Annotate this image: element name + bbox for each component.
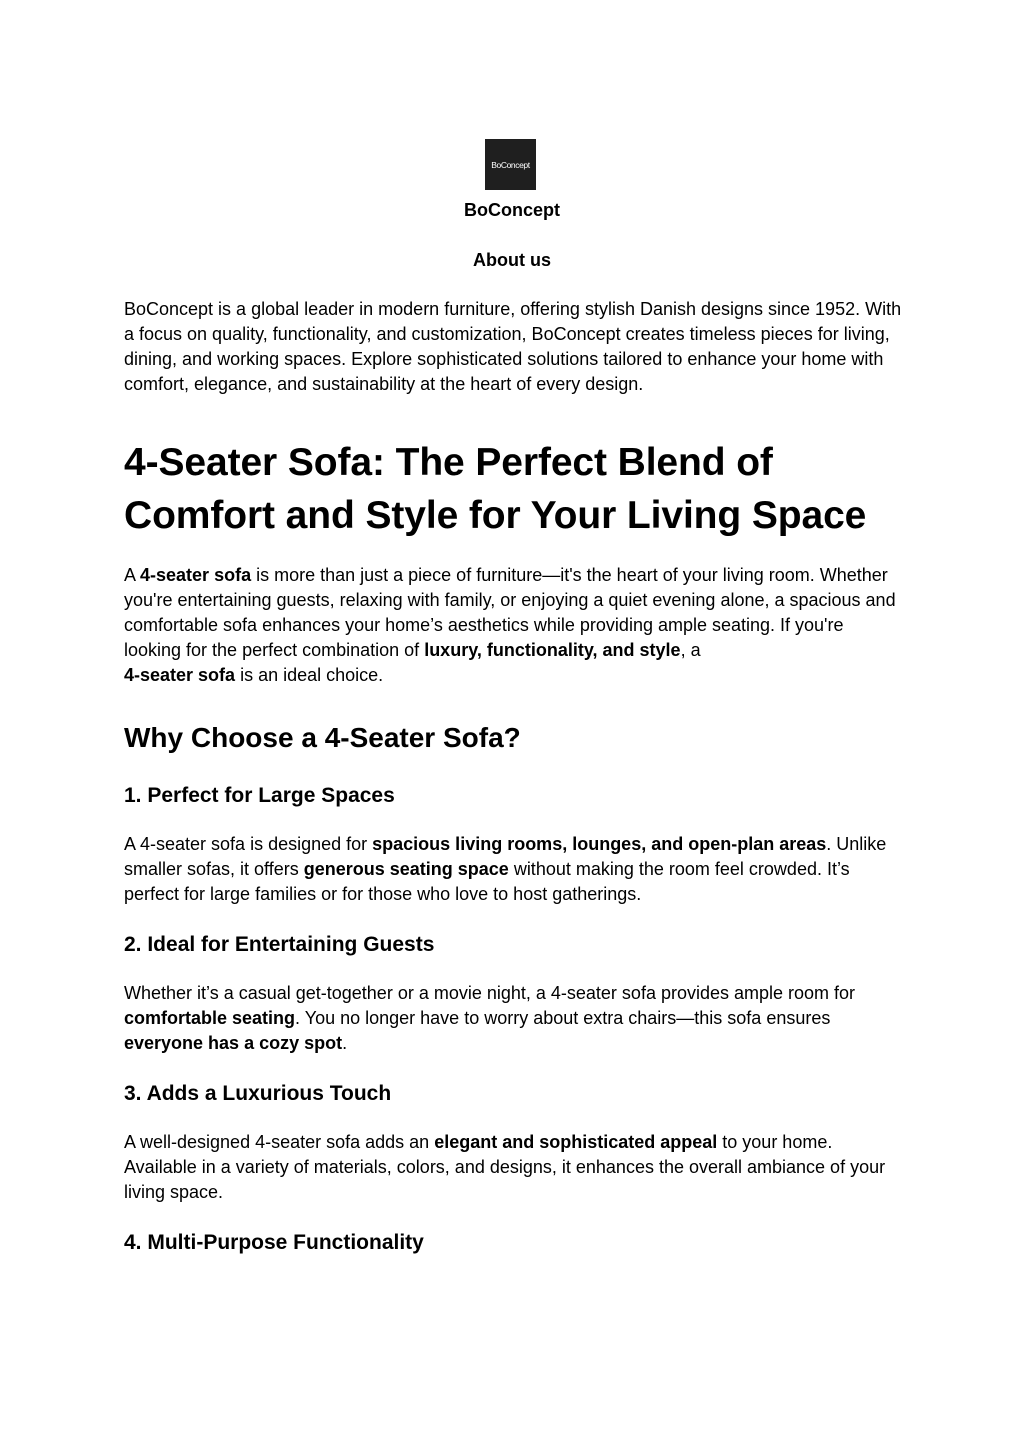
section-1-text-2: . Unlike smaller sofas, it offers [124, 834, 887, 879]
section-1-heading: 1. Perfect for Large Spaces [124, 784, 395, 807]
intro-text-4: is an ideal choice. [235, 665, 384, 685]
brand-logo [485, 139, 536, 190]
section-2-text-1: Whether it’s a casual get-together or a movie night, a 4-seater sofa provides ample room for [124, 983, 856, 1003]
article-title-line-1: 4-Seater Sofa: The Perfect Blend of [124, 441, 773, 484]
section-4-heading-block [124, 1230, 904, 1256]
about-text: BoConcept is a global leader in modern furniture, offering stylish Danish designs since 1952. With a focus on quality, functionality, and customization, BoConcept creates timeless pieces for living, dining, and working spaces. Explore sophisticated solutions tailored to enhance your home with comfort, elegance, and sustainability at the heart of every design. [124, 299, 902, 394]
section-3-paragraph [124, 1130, 904, 1205]
section-1-text-1: A 4-seater sofa is designed for [124, 834, 373, 854]
intro-paragraph [124, 563, 904, 688]
section-4-heading: 4. Multi-Purpose Functionality [124, 1231, 424, 1254]
section-3-bold-1: elegant and sophisticated appeal [434, 1132, 718, 1152]
section-3-body [124, 1130, 904, 1205]
section-1-heading-block [124, 783, 904, 809]
section-2-bold-2: everyone has a cozy spot [124, 1033, 343, 1053]
brand-logo-text: BoConcept [491, 159, 530, 170]
brand-name: BoConcept [464, 200, 560, 220]
section-2-bold-1: comfortable seating [124, 1008, 296, 1028]
intro-text-1: A [124, 565, 141, 585]
section-3-text-2: to your home. Available in a variety of materials, colors, and designs, it enhances the overall ambiance of your living space. [124, 1132, 886, 1202]
intro-text-2: is more than just a piece of furniture—it's the heart of your living room. Whether you're entertaining guests, relaxing with family, or enjoying a quiet evening alone, a spacious and comfortable sofa enhances your home’s aesthetics while providing ample seating. If you're looking for the perfect combination of [124, 565, 896, 660]
section-2-text-2: . You no longer have to worry about extra chairs—this sofa ensures [295, 1008, 831, 1028]
why-section-heading-block [124, 721, 904, 755]
section-2-heading: 2. Ideal for Entertaining Guests [124, 933, 435, 956]
intro-text-3: , a [680, 640, 701, 660]
section-2-paragraph [124, 981, 904, 1056]
intro-bold-3: 4-seater sofa [124, 665, 236, 685]
article-title-block [124, 436, 924, 542]
article-title-line-2: Comfort and Style for Your Living Space [124, 494, 867, 537]
section-2-heading-block [124, 932, 904, 958]
section-3-text-1: A well-designed 4-seater sofa adds an [124, 1132, 435, 1152]
intro-bold-2: luxury, functionality, and style [424, 640, 681, 660]
section-2-text-3: . [342, 1033, 348, 1053]
section-3-heading-block [124, 1081, 904, 1107]
section-1-body [124, 832, 904, 907]
section-1-bold-2: generous seating space [303, 859, 509, 879]
about-section [124, 297, 904, 397]
section-1-paragraph [124, 832, 904, 907]
about-heading: About us [473, 250, 551, 270]
article-intro [124, 563, 904, 688]
section-1-text-3: without making the room feel crowded. It’s perfect for large families or for those who love to host gatherings. [124, 859, 850, 904]
why-heading: Why Choose a 4-Seater Sofa? [124, 722, 521, 753]
section-2-body [124, 981, 904, 1056]
section-1-bold-1: spacious living rooms, lounges, and open-plan areas [372, 834, 827, 854]
article-title [124, 436, 924, 542]
section-3-heading: 3. Adds a Luxurious Touch [124, 1082, 392, 1105]
intro-bold-1: 4-seater sofa [140, 565, 252, 585]
